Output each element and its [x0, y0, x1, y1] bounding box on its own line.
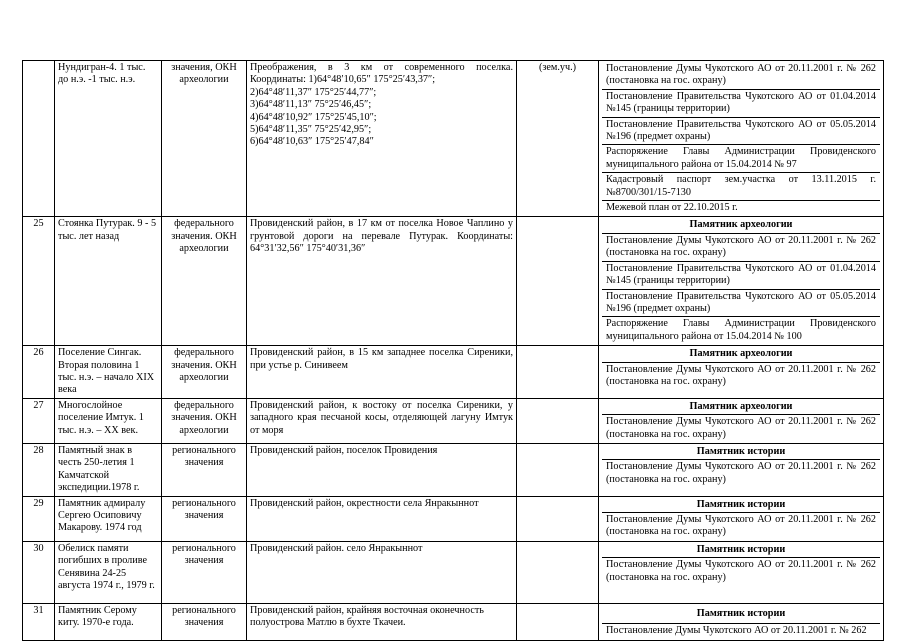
- object-name: Стоянка Путурак. 9 - 5 тыс. лет назад: [55, 217, 162, 346]
- coordinate-line: 5)64°48′11,35″ 75°25′42,95″;: [250, 124, 372, 136]
- object-name: Памятный знак в честь 250-летия 1 Камчатской экспедиции.1978 г.: [55, 443, 162, 496]
- document-entry: Постановление Думы Чукотского АО от 20.11.2001 г. № 262 (постановка на гос. охрану): [606, 514, 876, 538]
- row-number: 28: [23, 443, 55, 496]
- object-category: регионального значения: [162, 496, 247, 541]
- monument-type-header: Памятник истории: [602, 543, 880, 558]
- row-number: 29: [23, 496, 55, 541]
- document-entry: Постановление Правительства Чукотского АО от 05.05.2014 №196 (предмет охраны): [602, 118, 880, 146]
- land-plot-note: [517, 398, 599, 443]
- monument-type-header: Памятник археологии: [602, 400, 880, 415]
- object-category: значения, ОКН археологии: [162, 61, 247, 217]
- document-entry: Постановление Думы Чукотского АО от 20.11.2001 г. № 262 (постановка на гос. охрану): [602, 234, 880, 262]
- object-location: Провиденский район, в 15 км западнее поселка Сиреники, при устье р. Синивеем: [247, 346, 517, 399]
- document-entry: Постановление Думы Чукотского АО от 20.11.2001 г. № 262: [606, 625, 867, 637]
- table-row: [23, 541, 884, 603]
- table-row: [23, 217, 884, 346]
- coordinate-line: 4)64°48′10,92″ 175°25′45,10″;: [250, 111, 377, 123]
- document-entry: Постановление Правительства Чукотского АО от 01.04.2014 №145 (границы территории): [602, 262, 880, 290]
- object-category: регионального значения: [162, 603, 247, 640]
- object-category: федерального значения. ОКН археологии: [162, 398, 247, 443]
- object-category: регионального значения: [162, 443, 247, 496]
- object-name: Поселение Сингак. Вторая половина 1 тыс. н.э. – начало XIX века: [55, 346, 162, 399]
- document-entry: Постановление Думы Чукотского АО от 20.11.2001 г. № 262 (постановка на гос. охрану): [606, 461, 876, 485]
- document-entry: Распоряжение Главы Администрации Провиденского муниципального района от 15.04.2014 № 97: [602, 145, 880, 173]
- table-row: [23, 346, 884, 399]
- row-number: 27: [23, 398, 55, 443]
- document-entry: Постановление Правительства Чукотского АО от 05.05.2014 №196 (предмет охраны): [602, 290, 880, 318]
- object-location: Провиденский район, к востоку от поселка Сиреники, у западного края песчаной косы, отделяющей лагуну Имтук от моря: [247, 398, 517, 443]
- object-name: Памятник Серому киту. 1970-е года.: [55, 603, 162, 640]
- legal-documents: [599, 398, 884, 443]
- object-category: регионального значения: [162, 541, 247, 603]
- row-number: 26: [23, 346, 55, 399]
- legal-documents: [599, 443, 884, 496]
- object-location: Провиденский район, окрестности села Янракыннот: [247, 496, 517, 541]
- object-location: [247, 61, 517, 217]
- object-name: Памятник адмиралу Сергею Осиповичу Макарову. 1974 год: [55, 496, 162, 541]
- legal-documents: [599, 496, 884, 541]
- object-category: федерального значения. ОКН археологии: [162, 346, 247, 399]
- monument-type-header: Памятник истории: [602, 498, 880, 513]
- document-entry: Постановление Думы Чукотского АО от 20.11.2001 г. № 262 (постановка на гос. охрану): [606, 559, 876, 583]
- row-number: 30: [23, 541, 55, 603]
- object-category: федерального значения. ОКН археологии: [162, 217, 247, 346]
- monument-type-header: Памятник истории: [602, 445, 880, 460]
- object-name: Обелиск памяти погибших в проливе Сенявина 24-25 августа 1974 г., 1979 г.: [55, 541, 162, 603]
- document-entry: Межевой план от 22.10.2015 г.: [606, 202, 738, 214]
- location-text: Преображения, в 3 км от современного поселка. Координаты: 1)64°48′10,65″ 175°25′43,37″;: [250, 62, 513, 86]
- land-plot-note: [517, 541, 599, 603]
- land-plot-note: [517, 346, 599, 399]
- coordinate-line: 3)64°48′11,13″ 75°25′46,45″;: [250, 99, 372, 111]
- table-row: [23, 443, 884, 496]
- object-location: Провиденский район. село Янракыннот: [247, 541, 517, 603]
- legal-documents: [599, 346, 884, 399]
- coordinate-line: 6)64°48′10,63″ 175°25′47,84″: [250, 136, 374, 148]
- document-entry: Кадастровый паспорт зем.участка от 13.11.2015 г. №8700/301/15-7130: [602, 173, 880, 201]
- legal-documents: [599, 541, 884, 603]
- monument-type-header: Памятник археологии: [602, 218, 880, 233]
- object-name: Многослойное поселение Имтук. 1 тыс. н.э. – XX век.: [55, 398, 162, 443]
- land-plot-note: [517, 603, 599, 640]
- row-number: 25: [23, 217, 55, 346]
- document-entry: Постановление Правительства Чукотского АО от 01.04.2014 №145 (границы территории): [602, 90, 880, 118]
- heritage-registry-table: [22, 60, 884, 641]
- land-plot-note: [517, 443, 599, 496]
- document-entry: Постановление Думы Чукотского АО от 20.11.2001 г. № 262 (постановка на гос. охрану): [606, 416, 876, 440]
- monument-type-header: Памятник истории: [602, 605, 880, 624]
- document-entry: Постановление Думы Чукотского АО от 20.11.2001 г. № 262 (постановка на гос. охрану): [602, 62, 880, 90]
- row-number: 31: [23, 603, 55, 640]
- table-row: [23, 398, 884, 443]
- land-plot-note: [517, 217, 599, 346]
- object-location: Провиденский район, в 17 км от поселка Новое Чаплино у грунтовой дороги на перевале Путурак. Координаты: 64°31′32,56″ 175°40′31,36″: [247, 217, 517, 346]
- land-plot-note: (зем.уч.): [517, 61, 599, 217]
- coordinate-line: 2)64°48′11,37″ 175°25′44,77″;: [250, 86, 377, 98]
- document-entry: Постановление Думы Чукотского АО от 20.11.2001 г. № 262 (постановка на гос. охрану): [606, 363, 876, 387]
- legal-documents: [599, 603, 884, 640]
- legal-documents: [599, 61, 884, 217]
- table-row: [23, 603, 884, 640]
- monument-type-header: Памятник археологии: [602, 347, 880, 362]
- row-number: [23, 61, 55, 217]
- land-plot-note: [517, 496, 599, 541]
- document-entry: Распоряжение Главы Администрации Провиденского муниципального района от 15.04.2014 № 100: [606, 318, 876, 342]
- object-name: Нундигран-4. 1 тыс. до н.э. -1 тыс. н.э.: [55, 61, 162, 217]
- object-location: Провиденский район, поселок Провидения: [247, 443, 517, 496]
- table-row: [23, 496, 884, 541]
- table-row: [23, 61, 884, 217]
- legal-documents: [599, 217, 884, 346]
- object-location: Провиденский район, крайняя восточная оконечность полуострова Матлю в бухте Ткачеи.: [247, 603, 517, 640]
